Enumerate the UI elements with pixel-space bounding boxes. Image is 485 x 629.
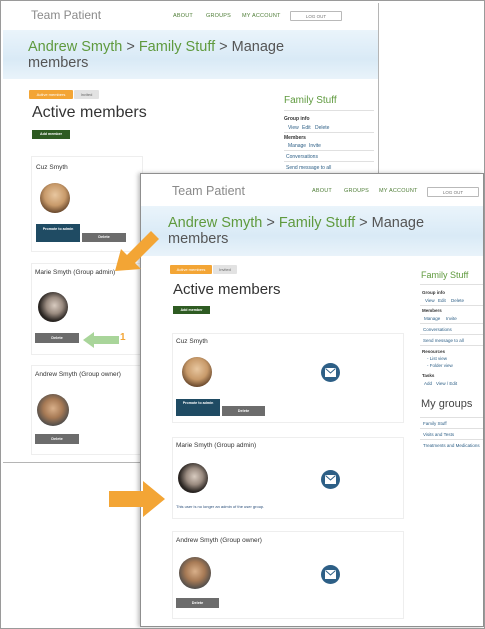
sidebar-link-manage[interactable]: Manage bbox=[424, 316, 441, 321]
member-name: Marie Smyth (Group admin) bbox=[176, 442, 257, 449]
sidebar-link-delete[interactable]: Delete bbox=[451, 298, 465, 303]
step-number: 1 bbox=[120, 332, 126, 343]
sidebar-divider bbox=[420, 305, 484, 306]
sidebar-link-conversations[interactable]: Conversations bbox=[286, 154, 318, 160]
delete-button[interactable]: Delete bbox=[176, 598, 219, 608]
breadcrumb-user[interactable]: Andrew Smyth bbox=[28, 39, 123, 55]
breadcrumb-group[interactable]: Family Stuff bbox=[278, 215, 356, 231]
tab-invited[interactable]: Invited bbox=[74, 90, 99, 99]
sidebar-divider bbox=[284, 150, 374, 151]
hero-banner bbox=[141, 206, 483, 256]
tab-invited[interactable]: Invited bbox=[213, 265, 237, 274]
mail-icon[interactable] bbox=[321, 363, 340, 382]
top-bar bbox=[141, 174, 483, 200]
sidebar-link-invite[interactable]: Invite bbox=[446, 316, 457, 321]
sidebar-divider bbox=[420, 334, 484, 335]
logout-button[interactable]: LOG OUT bbox=[290, 11, 342, 21]
arrow-icon bbox=[113, 223, 169, 273]
avatar bbox=[179, 557, 211, 589]
member-name: Cuz Smyth bbox=[176, 338, 208, 345]
promote-to-admin-button[interactable]: Promote to admin bbox=[176, 399, 220, 416]
member-name: Cuz Smyth bbox=[36, 164, 68, 171]
sidebar-divider bbox=[420, 284, 484, 285]
nav-my-account[interactable]: MY ACCOUNT bbox=[379, 188, 418, 194]
sidebar-link-manage[interactable]: Manage bbox=[288, 143, 307, 149]
sidebar-heading-members: Members bbox=[284, 135, 306, 141]
sidebar-divider bbox=[420, 439, 484, 440]
sidebar-link-edit[interactable]: Edit bbox=[438, 298, 446, 303]
member-name: Marie Smyth (Group admin) bbox=[35, 269, 116, 276]
nav-about[interactable]: ABOUT bbox=[312, 188, 332, 194]
sidebar-heading-members: Members bbox=[422, 308, 442, 313]
admin-removed-message: This user is no longer an admin of the user group. bbox=[176, 504, 265, 509]
sidebar-link-send-message[interactable]: Send message to all bbox=[286, 165, 332, 171]
tab-active-members[interactable]: Active members bbox=[29, 90, 73, 99]
group-link[interactable]: Visits and Tests bbox=[423, 432, 455, 437]
sidebar-link-folder-view[interactable]: - Folder view bbox=[427, 363, 453, 368]
delete-button[interactable]: Delete bbox=[82, 233, 126, 242]
hero-banner bbox=[3, 30, 378, 79]
sidebar-divider bbox=[284, 110, 374, 111]
sidebar-link-view[interactable]: View bbox=[288, 125, 299, 131]
promote-to-admin-button[interactable]: Promote to admin bbox=[36, 224, 80, 242]
brand-logo[interactable]: Team Patient bbox=[31, 8, 102, 22]
breadcrumb-group[interactable]: Family Stuff bbox=[138, 39, 216, 55]
delete-button[interactable]: Delete bbox=[35, 434, 79, 444]
sidebar-link-conversations[interactable]: Conversations bbox=[423, 327, 452, 332]
sidebar-link-edit[interactable]: Edit bbox=[302, 125, 311, 131]
sidebar-link-invite[interactable]: Invite bbox=[309, 143, 321, 149]
member-card bbox=[172, 333, 404, 423]
sidebar-link-view-edit[interactable]: View / Edit bbox=[436, 381, 458, 386]
tab-active-members[interactable]: Active members bbox=[170, 265, 212, 274]
my-groups-heading: My groups bbox=[421, 398, 473, 410]
avatar bbox=[178, 463, 208, 493]
sidebar-heading-resources: Resources bbox=[422, 349, 446, 354]
nav-about[interactable]: ABOUT bbox=[173, 13, 193, 19]
add-member-button[interactable]: Add member bbox=[173, 306, 210, 314]
sidebar-divider bbox=[420, 345, 484, 346]
page-title: Active members bbox=[173, 281, 281, 298]
sidebar-link-view[interactable]: View bbox=[425, 298, 435, 303]
nav-groups[interactable]: GROUPS bbox=[206, 13, 232, 19]
top-bar bbox=[3, 3, 378, 29]
breadcrumb-current: Manage members bbox=[28, 39, 285, 71]
nav-my-account[interactable]: MY ACCOUNT bbox=[242, 13, 281, 19]
avatar bbox=[40, 183, 70, 213]
sidebar-link-delete[interactable]: Delete bbox=[315, 125, 330, 131]
sidebar-divider bbox=[420, 428, 484, 429]
add-member-button[interactable]: Add member bbox=[32, 130, 70, 139]
member-card bbox=[172, 531, 404, 619]
mail-icon[interactable] bbox=[321, 565, 340, 584]
sidebar-heading-group-info: Group info bbox=[422, 290, 445, 295]
avatar bbox=[37, 394, 69, 426]
sidebar-link-add[interactable]: Add bbox=[424, 381, 433, 386]
sidebar-divider bbox=[284, 132, 374, 133]
sidebar-divider bbox=[420, 417, 484, 418]
sidebar-link-list-view[interactable]: - List view bbox=[427, 356, 448, 361]
sidebar-title: Family Stuff bbox=[284, 95, 337, 106]
sidebar-link-send-message[interactable]: Send message to all bbox=[423, 338, 464, 343]
group-link[interactable]: Family Stuff bbox=[423, 421, 447, 426]
avatar bbox=[182, 357, 212, 387]
page-title: Active members bbox=[32, 104, 147, 121]
nav-groups[interactable]: GROUPS bbox=[344, 188, 370, 194]
delete-button[interactable]: Delete bbox=[222, 406, 265, 416]
breadcrumb: Andrew Smyth > Family Stuff > Manage members bbox=[28, 39, 285, 71]
brand-logo[interactable]: Team Patient bbox=[172, 184, 245, 198]
sidebar-heading-group-info: Group info bbox=[284, 116, 310, 122]
member-name: Andrew Smyth (Group owner) bbox=[176, 537, 262, 544]
member-name: Andrew Smyth (Group owner) bbox=[35, 371, 121, 378]
avatar bbox=[38, 292, 68, 322]
arrow-icon bbox=[109, 481, 165, 517]
logout-button[interactable]: LOG OUT bbox=[427, 187, 479, 197]
sidebar-divider bbox=[420, 323, 484, 324]
member-card bbox=[31, 365, 143, 455]
sidebar-divider bbox=[284, 161, 374, 162]
arrow-icon bbox=[83, 332, 119, 348]
sidebar-title: Family Stuff bbox=[421, 270, 469, 280]
group-link[interactable]: Treatments and Medications bbox=[423, 443, 480, 448]
sidebar-heading-tasks: Tasks bbox=[422, 373, 435, 378]
screenshot-after bbox=[140, 173, 484, 627]
delete-button[interactable]: Delete bbox=[35, 333, 79, 343]
breadcrumb-current: Manage members bbox=[168, 215, 425, 247]
member-card bbox=[172, 437, 404, 519]
breadcrumb: Andrew Smyth > Family Stuff > Manage members bbox=[168, 215, 425, 247]
mail-icon[interactable] bbox=[321, 470, 340, 489]
breadcrumb-user[interactable]: Andrew Smyth bbox=[168, 215, 263, 231]
